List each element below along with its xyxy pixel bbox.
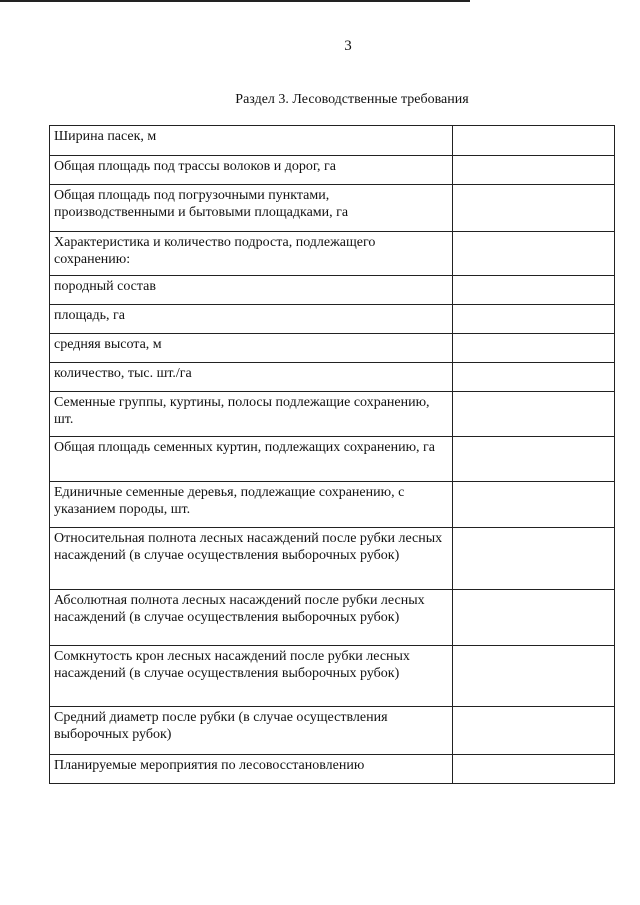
row-label: Единичные семенные деревья, подлежащие сохранению, с указанием породы, шт.	[50, 482, 453, 528]
table-row	[50, 437, 615, 482]
table-row	[50, 305, 615, 334]
row-value	[453, 528, 615, 590]
page-number: 3	[344, 38, 352, 54]
table-row	[50, 755, 615, 784]
row-value	[453, 185, 615, 232]
row-label: Общая площадь семенных куртин, подлежащих сохранению, га	[50, 437, 453, 482]
table-row	[50, 707, 615, 755]
row-label: Средний диаметр после рубки (в случае осуществления выборочных рубок)	[50, 707, 453, 755]
row-value	[453, 126, 615, 156]
row-value	[453, 334, 615, 363]
table-row	[50, 156, 615, 185]
row-label: Абсолютная полнота лесных насаждений после рубки лесных насаждений (в случае осуществления выборочных рубок)	[50, 590, 453, 646]
row-value	[453, 232, 615, 276]
row-value	[453, 437, 615, 482]
table-row	[50, 232, 615, 276]
row-value	[453, 392, 615, 437]
row-value	[453, 646, 615, 707]
table-row	[50, 276, 615, 305]
row-label: Семенные группы, куртины, полосы подлежащие сохранению, шт.	[50, 392, 453, 437]
row-value	[453, 707, 615, 755]
row-label: Относительная полнота лесных насаждений после рубки лесных насаждений (в случае осуществления выборочных рубок)	[50, 528, 453, 590]
row-label: средняя высота, м	[50, 334, 453, 363]
row-value	[453, 755, 615, 784]
table-row	[50, 646, 615, 707]
table-row	[50, 185, 615, 232]
row-label: Планируемые мероприятия по лесовосстановлению	[50, 755, 453, 784]
table-row	[50, 363, 615, 392]
page-top-edge	[0, 0, 470, 2]
table-row	[50, 392, 615, 437]
table-row	[50, 334, 615, 363]
row-value	[453, 305, 615, 334]
table-row	[50, 126, 615, 156]
row-label: площадь, га	[50, 305, 453, 334]
silvicultural-requirements-table	[49, 125, 615, 784]
section-title: Раздел 3. Лесоводственные требования	[235, 92, 469, 107]
table-row	[50, 590, 615, 646]
row-value	[453, 482, 615, 528]
row-label: Общая площадь под трассы волоков и дорог, га	[50, 156, 453, 185]
table-row	[50, 482, 615, 528]
row-label: Сомкнутость крон лесных насаждений после рубки лесных насаждений (в случае осуществления выборочных рубок)	[50, 646, 453, 707]
row-label: Ширина пасек, м	[50, 126, 453, 156]
row-value	[453, 363, 615, 392]
row-label: Общая площадь под погрузочными пунктами, производственными и бытовыми площадками, га	[50, 185, 453, 232]
row-label: породный состав	[50, 276, 453, 305]
row-value	[453, 276, 615, 305]
row-value	[453, 590, 615, 646]
row-label: Характеристика и количество подроста, подлежащего сохранению:	[50, 232, 453, 276]
table-row	[50, 528, 615, 590]
row-label: количество, тыс. шт./га	[50, 363, 453, 392]
row-value	[453, 156, 615, 185]
